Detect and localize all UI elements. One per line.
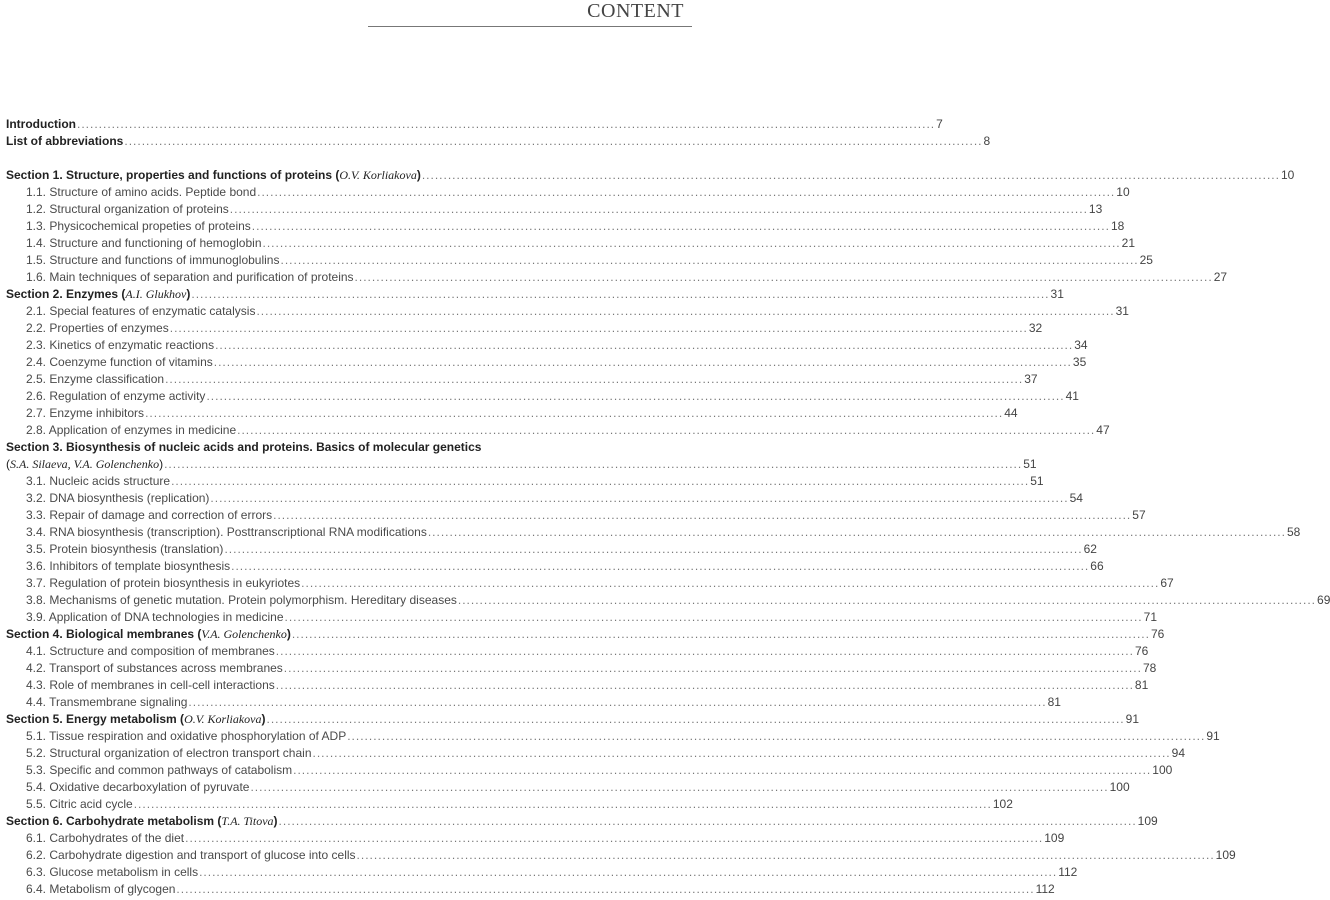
toc-leader-dots [188, 694, 1046, 711]
toc-entry-page: 102 [992, 797, 1013, 811]
toc-subsection-entry[interactable] [6, 422, 1110, 439]
toc-entry-page: 109 [1215, 848, 1236, 862]
toc-subsection-entry[interactable] [6, 524, 1301, 541]
toc-entry-title-text: Section 4. Biological membranes [6, 627, 195, 641]
toc-entry-page: 34 [1074, 338, 1088, 352]
toc-entry-title [26, 235, 262, 252]
toc-entry-page: 81 [1134, 678, 1149, 692]
toc-entry-title [26, 558, 230, 575]
toc-entry-page: 112 [1058, 865, 1078, 879]
toc-entry-page: 41 [1065, 389, 1079, 403]
toc-entry-title [26, 796, 133, 813]
toc-subsection-entry[interactable] [6, 864, 1078, 881]
toc-entry-page: 47 [1096, 423, 1110, 437]
toc-leader-dots [250, 779, 1108, 796]
toc-subsection-entry[interactable] [6, 320, 1043, 337]
toc-entry-title-text: 3.4. RNA biosynthesis (transcription). Posttranscriptional RNA modifications [26, 525, 427, 539]
toc-entry-page: 109 [1137, 814, 1158, 828]
toc-entry-title-text: 6.1. Carbohydrates of the diet [26, 831, 185, 845]
toc-leader-dots [285, 609, 1143, 626]
toc-entry-title-text: 5.2. Structural organization of electron transport chain [26, 746, 312, 760]
toc-entry-title [26, 575, 300, 592]
toc-leader-dots [292, 626, 1150, 643]
toc-entry-title [26, 405, 144, 422]
toc-entry-title [26, 490, 209, 507]
toc-entry-title [26, 830, 184, 847]
toc-entry-author: V.A. Golenchenko [201, 627, 287, 641]
toc-entry-title [26, 762, 292, 779]
toc-entry-title [26, 745, 312, 762]
toc-leader-dots [210, 490, 1068, 507]
toc-entry-page: 76 [1134, 644, 1149, 658]
toc-section-entry[interactable] [6, 439, 686, 456]
toc-leader-dots [185, 830, 1043, 847]
toc-entry-title-text: Section 3. Biosynthesis of nucleic acids and proteins. Basics of molecular genetics [6, 440, 482, 454]
toc-entry-title-text: 3.3. Repair of damage and correction of errors [26, 508, 273, 522]
toc-entry-page: 37 [1024, 372, 1038, 386]
toc-subsection-entry[interactable] [6, 184, 1130, 201]
toc-entry-title-text: 2.7. Enzyme inhibitors [26, 406, 145, 420]
toc-leader-dots [256, 303, 1114, 320]
toc-entry-title-text: 2.1. Special features of enzymatic catalysis [26, 304, 256, 318]
toc-subsection-entry[interactable] [6, 541, 1097, 558]
toc-entry-page: 7 [936, 117, 943, 131]
toc-entry-title [26, 864, 198, 881]
toc-entry-title-text: 4.2. Transport of substances across membranes [26, 661, 283, 675]
toc-leader-dots [267, 711, 1125, 728]
toc-section-entry[interactable] [6, 813, 1158, 830]
toc-entry-title [26, 337, 214, 354]
toc-subsection-entry[interactable] [6, 201, 1103, 218]
toc-subsection-entry[interactable] [6, 371, 1038, 388]
toc-subsection-entry[interactable] [6, 677, 1149, 694]
toc-entry-title [26, 779, 249, 796]
toc-subsection-entry[interactable] [6, 779, 1130, 796]
toc-entry-title-text: 6.3. Glucose metabolism in cells [26, 865, 199, 879]
toc-leader-dots [293, 762, 1151, 779]
toc-subsection-entry[interactable] [6, 337, 1088, 354]
toc-entry-title: Section 6. Carbohydrate metabolism (T.A. Titova) [6, 814, 278, 828]
toc-entry-title [26, 881, 175, 898]
toc-entry-title [26, 473, 170, 490]
toc-entry-title-text: 6.4. Metabolism of glycogen [26, 882, 176, 896]
toc-entry-title: Section 4. Biological membranes (V.A. Golenchenko) [6, 627, 291, 641]
toc-entry-page: 10 [1280, 168, 1295, 182]
toc-entry-title: Introduction [6, 117, 76, 131]
toc-leader-dots [164, 456, 1022, 473]
toc-leader-dots [231, 558, 1089, 575]
toc-entry-title [26, 371, 164, 388]
toc-entry-title [6, 439, 481, 456]
toc-entry-title-text: 6.2. Carbohydrate digestion and transport of glucose into cells [26, 848, 356, 862]
toc-subsection-entry[interactable] [6, 218, 1125, 235]
toc-entry-title-text: 3.2. DNA biosynthesis (replication) [26, 491, 210, 505]
toc-entry-title-text: 3.1. Nucleic acids structure [26, 474, 171, 488]
toc-entry-page: 112 [1035, 882, 1055, 896]
toc-entry-page: 94 [1171, 746, 1185, 760]
toc-entry-title-text: 3.7. Regulation of protein biosynthesis in eukyriotes [26, 576, 301, 590]
toc-section-entry[interactable] [6, 626, 1165, 643]
toc-entry-title [26, 252, 279, 269]
toc-entry-page: 100 [1152, 763, 1173, 777]
toc-entry-page: 44 [1004, 406, 1018, 420]
toc-entry-page: 31 [1050, 287, 1064, 301]
toc-entry-abbreviations[interactable] [6, 133, 991, 150]
toc-entry-title-text: Section 6. Carbohydrate metabolism [6, 814, 215, 828]
toc-leader-dots [252, 218, 1110, 235]
toc-entry-author: S.A. Silaeva, V.A. Golenchenko [10, 457, 160, 471]
toc-entry-title-text: 2.2. Properties of enzymes [26, 321, 169, 335]
toc-subsection-entry[interactable] [6, 252, 1153, 269]
toc-subsection-entry[interactable] [6, 405, 1018, 422]
toc-section-entry[interactable] [6, 456, 1037, 473]
toc-entry-title: (S.A. Silaeva, V.A. Golenchenko) [6, 457, 164, 471]
toc-subsection-entry[interactable] [6, 507, 1146, 524]
toc-leader-dots [284, 660, 1142, 677]
toc-leader-dots [237, 422, 1095, 439]
toc-leader-dots [170, 320, 1028, 337]
toc-entry-page: 62 [1083, 542, 1097, 556]
toc-entry-page: 25 [1139, 253, 1153, 267]
toc-entry-title-text: 5.5. Citric acid cycle [26, 797, 133, 811]
toc-leader-dots [279, 813, 1137, 830]
toc-entry-title-text: 3.6. Inhibitors of template biosynthesis [26, 559, 231, 573]
toc-subsection-entry[interactable] [6, 728, 1220, 745]
toc-entry-page: 67 [1160, 576, 1174, 590]
toc-entry-title [26, 354, 213, 371]
toc-entry-page: 71 [1143, 610, 1157, 624]
toc-entry-title-text: 2.5. Enzyme classification [26, 372, 165, 386]
toc-subsection-entry[interactable] [6, 830, 1065, 847]
toc-leader-dots [124, 133, 982, 150]
toc-entry-page: 10 [1116, 185, 1130, 199]
toc-leader-dots [301, 575, 1159, 592]
toc-entry-title [26, 660, 283, 677]
toc-leader-dots [276, 643, 1134, 660]
toc-leader-dots [176, 881, 1034, 898]
toc-leader-dots [428, 524, 1286, 541]
table-of-contents [6, 116, 1330, 898]
toc-section-entry[interactable] [6, 711, 1140, 728]
toc-entry-title [26, 524, 427, 541]
toc-leader-dots [199, 864, 1057, 881]
toc-entry-title-text: 1.3. Physicochemical propeties of proteins [26, 219, 251, 233]
toc-leader-dots [191, 286, 1049, 303]
toc-entry-page: 18 [1110, 219, 1125, 233]
toc-entry-page: 81 [1047, 695, 1061, 709]
toc-entry-author: O.V. Korliakova [339, 168, 417, 182]
toc-entry-page: 51 [1023, 457, 1037, 471]
toc-leader-dots [355, 269, 1213, 286]
toc-leader-dots [224, 541, 1082, 558]
toc-entries [6, 167, 1330, 898]
toc-entry-title-text: Section 1. Structure, properties and functions of proteins [6, 168, 333, 182]
toc-entry-page: 58 [1286, 525, 1301, 539]
toc-entry-title-text: Section 5. Energy metabolism [6, 712, 177, 726]
toc-entry-title-text: 5.4. Oxidative decarboxylation of pyruvate [26, 780, 250, 794]
toc-entry-title [26, 422, 236, 439]
toc-leader-dots [280, 252, 1138, 269]
toc-entry-title [26, 269, 354, 286]
toc-subsection-entry[interactable] [6, 473, 1044, 490]
toc-entry-title [26, 303, 255, 320]
toc-entry-title [26, 201, 229, 218]
toc-entry-title [26, 218, 251, 235]
toc-entry-title-text: 5.3. Specific and common pathways of catabolism [26, 763, 293, 777]
toc-entry-title [26, 320, 169, 337]
toc-leader-dots [145, 405, 1003, 422]
toc-entry-title [26, 728, 346, 745]
toc-entry-title [26, 643, 275, 660]
toc-entry-title-text: 4.4. Transmembrane signaling [26, 695, 188, 709]
toc-subsection-entry[interactable] [6, 881, 1055, 898]
toc-subsection-entry[interactable] [6, 354, 1087, 371]
toc-entry-page: 32 [1028, 321, 1043, 335]
toc-subsection-entry[interactable] [6, 558, 1104, 575]
toc-subsection-entry[interactable] [6, 490, 1083, 507]
toc-entry-page: 109 [1044, 831, 1065, 845]
toc-section-entry[interactable] [6, 167, 1295, 184]
toc-leader-dots [273, 507, 1131, 524]
toc-entry-title: Section 2. Enzymes (A.I. Glukhov) [6, 287, 191, 301]
toc-leader-dots [347, 728, 1205, 745]
toc-entry-title-text: Section 2. Enzymes [6, 287, 119, 301]
toc-entry-page: 35 [1072, 355, 1087, 369]
toc-entry-title-text: 3.9. Application of DNA technologies in medicine [26, 610, 284, 624]
toc-entry-page: 27 [1213, 270, 1228, 284]
toc-subsection-entry[interactable] [6, 388, 1079, 405]
toc-subsection-entry[interactable] [6, 762, 1173, 779]
toc-leader-dots [313, 745, 1171, 762]
toc-entry-title-text: 1.1. Structure of amino acids. Peptide bond [26, 185, 257, 199]
toc-entry-title [26, 694, 187, 711]
toc-subsection-entry[interactable] [6, 575, 1174, 592]
toc-entry-title-text: 4.1. Sctructure and composition of membranes [26, 644, 275, 658]
toc-entry-title-text: 3.5. Protein biosynthesis (translation) [26, 542, 224, 556]
toc-entry-page: 8 [983, 134, 991, 148]
toc-subsection-entry[interactable] [6, 303, 1129, 320]
toc-entry-page: 66 [1090, 559, 1104, 573]
toc-entry-title-text: 2.6. Regulation of enzyme activity [26, 389, 206, 403]
toc-leader-dots [230, 201, 1088, 218]
header-rule [368, 26, 692, 27]
toc-leader-dots [257, 184, 1115, 201]
toc-entry-title [26, 507, 272, 524]
toc-entry-title-text: 2.3. Kinetics of enzymatic reactions [26, 338, 215, 352]
toc-entry-title: List of abbreviations [6, 134, 124, 148]
toc-leader-dots [77, 116, 935, 133]
toc-entry-title: Section 1. Structure, properties and functions of proteins (O.V. Korliakova) [6, 168, 421, 182]
toc-entry-title [26, 677, 275, 694]
toc-entry-introduction[interactable] [6, 116, 943, 133]
toc-entry-title: Section 5. Energy metabolism (O.V. Korliakova) [6, 712, 266, 726]
toc-subsection-entry[interactable] [6, 796, 1013, 813]
toc-entry-title [26, 184, 256, 201]
toc-entry-page: 91 [1125, 712, 1140, 726]
toc-entry-title-text: 1.4. Structure and functioning of hemoglobin [26, 236, 262, 250]
toc-entry-title [26, 847, 356, 864]
toc-entry-author: T.A. Titova [221, 814, 274, 828]
toc-entry-title [26, 388, 205, 405]
toc-entry-page: 31 [1115, 304, 1129, 318]
toc-subsection-entry[interactable] [6, 609, 1157, 626]
toc-entry-title [26, 592, 457, 609]
toc-entry-author: A.I. Glukhov [125, 287, 187, 301]
toc-entry-title-text: 1.6. Main techniques of separation and purification of proteins [26, 270, 354, 284]
toc-subsection-entry[interactable] [6, 643, 1149, 660]
toc-leader-dots [357, 847, 1215, 864]
toc-leader-dots [422, 167, 1280, 184]
toc-entry-author: O.V. Korliakova [184, 712, 262, 726]
toc-entry-page: 54 [1069, 491, 1083, 505]
toc-leader-dots [276, 677, 1134, 694]
toc-entry-page: 78 [1142, 661, 1157, 675]
toc-subsection-entry[interactable] [6, 694, 1061, 711]
toc-entry-page: 100 [1109, 780, 1130, 794]
toc-entry-title-text: 2.4. Coenzyme function of vitamins [26, 355, 213, 369]
toc-section-entry[interactable] [6, 286, 1064, 303]
toc-entry-page: 13 [1088, 202, 1103, 216]
toc-leader-dots [171, 473, 1029, 490]
toc-leader-dots [206, 388, 1064, 405]
toc-entry-title-text: 4.3. Role of membranes in cell-cell interactions [26, 678, 275, 692]
toc-spacer [6, 150, 686, 167]
toc-entry-page: 69 [1317, 593, 1330, 607]
toc-subsection-entry[interactable] [6, 660, 1157, 677]
toc-subsection-entry[interactable] [6, 847, 1236, 864]
toc-entry-title-text: 5.1. Tissue respiration and oxidative phosphorylation of ADP [26, 729, 347, 743]
toc-subsection-entry[interactable] [6, 592, 1330, 609]
toc-entry-page: 57 [1132, 508, 1146, 522]
toc-subsection-entry[interactable] [6, 235, 1135, 252]
toc-entry-page: 51 [1030, 474, 1044, 488]
toc-entry-title-text: 3.8. Mechanisms of genetic mutation. Protein polymorphism. Hereditary diseases [26, 593, 457, 607]
toc-leader-dots [458, 592, 1316, 609]
toc-entry-page: 21 [1121, 236, 1135, 250]
toc-entry-title-text: 1.2. Structural organization of proteins [26, 202, 229, 216]
toc-entry-page: 91 [1206, 729, 1220, 743]
toc-entry-title-text: 2.8. Application of enzymes in medicine [26, 423, 237, 437]
toc-leader-dots [263, 235, 1121, 252]
toc-leader-dots [134, 796, 992, 813]
toc-leader-dots [165, 371, 1023, 388]
toc-entry-page: 76 [1150, 627, 1165, 641]
toc-leader-dots [214, 354, 1072, 371]
toc-entry-title [26, 609, 284, 626]
toc-subsection-entry[interactable] [6, 269, 1228, 286]
toc-entry-title-text: 1.5. Structure and functions of immunoglobulins [26, 253, 280, 267]
toc-subsection-entry[interactable] [6, 745, 1185, 762]
toc-leader-dots [215, 337, 1073, 354]
page-title: CONTENT [587, 0, 684, 22]
toc-entry-title [26, 541, 223, 558]
